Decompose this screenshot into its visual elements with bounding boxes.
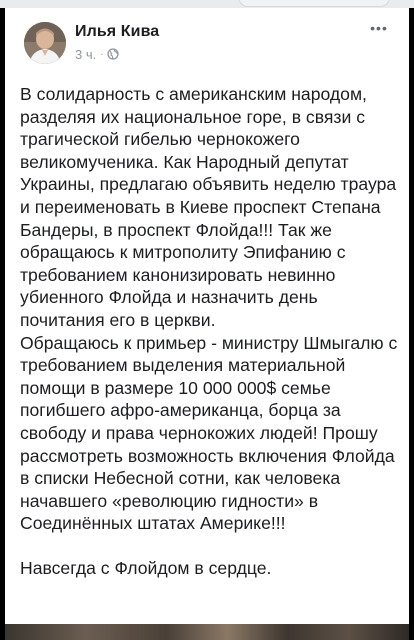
post-meta bbox=[75, 46, 119, 62]
post-header bbox=[5, 8, 409, 70]
post-card bbox=[5, 8, 409, 624]
globe-icon bbox=[107, 48, 119, 60]
meta-separator: · bbox=[100, 48, 104, 60]
post-paragraph: Обращаюсь к примьер - министру Шмыгалю с требованием выделения материальной помощи в размере 10 000 000$ семье погибшего афро-американца, борца за свободу и права чернокожих людей! Прошу рассмотреть возможность включения Флойда в списки Небесной сотни, как человека начавшего «революцию гидности» в Соединённых штатах Америке!!! bbox=[20, 332, 398, 534]
post-text bbox=[20, 83, 400, 580]
search-bar-edge[interactable] bbox=[238, 0, 390, 7]
browser-top-strip bbox=[0, 0, 414, 8]
avatar-photo bbox=[24, 22, 66, 64]
author-name[interactable]: Илья Кива bbox=[75, 23, 160, 40]
paragraph-gap bbox=[20, 535, 400, 558]
more-horizontal-icon[interactable]: ••• bbox=[370, 20, 388, 36]
avatar[interactable] bbox=[24, 22, 66, 64]
post-image-preview[interactable] bbox=[5, 624, 409, 640]
post-paragraph: В солидарность с американским народом, разделяя их национальное горе, в связи с трагической гибелью чернокожего великомученика. Как Народный депутат Украины, предлагаю объявить неделю траура и переименовать в Киеве проспект Степана Бандеры, в проспект Флойда!!! Так же обращаюсь к митрополиту Эпифанию с требованием канонизировать невинно убиенного Флойда и назначить день почитания его в церкви. bbox=[20, 84, 397, 330]
post-paragraph: Навсегда с Флойдом в сердце. bbox=[20, 558, 272, 579]
post-time[interactable]: 3 ч. bbox=[75, 46, 97, 62]
